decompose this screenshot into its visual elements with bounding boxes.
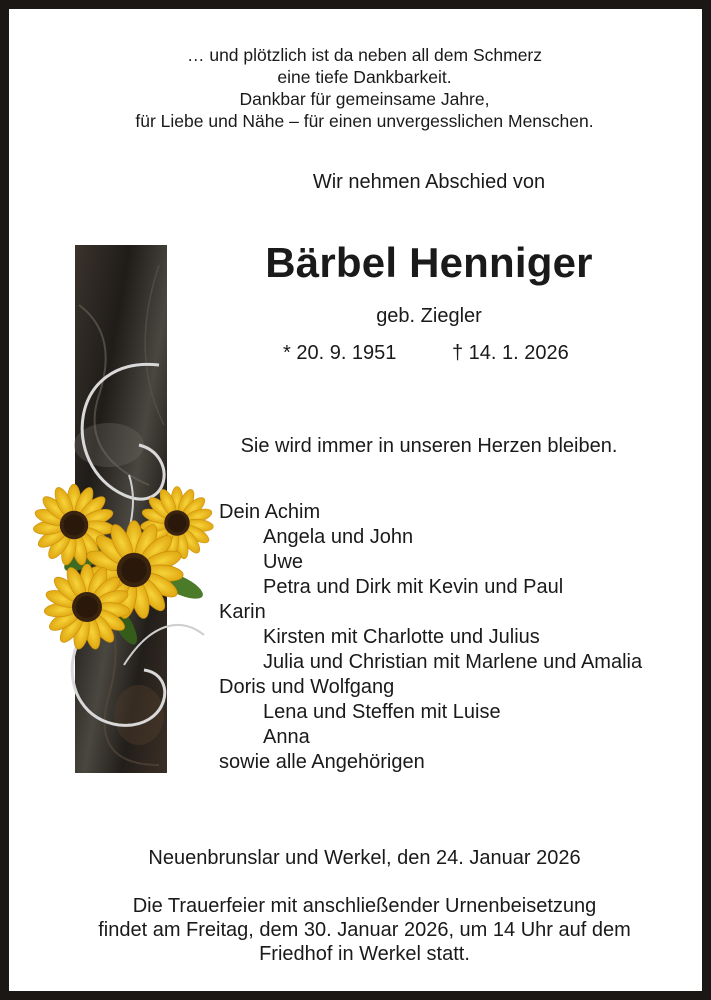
intro-line: eine tiefe Dankbarkeit. [277,67,452,87]
motto-text: Sie wird immer in unseren Herzen bleiben. [240,435,618,457]
mourner-line: Uwe [263,551,304,573]
farewell-text: Wir nehmen Abschied von [312,171,546,193]
mourner-line: Angela und John [263,526,414,548]
mourner-line: Lena und Steffen mit Luise [263,701,501,723]
funeral-notice [9,894,711,966]
mourner-line: Doris und Wolfgang [219,676,395,698]
funeral-line: findet am Freitag, dem 30. Januar 2026, um 14 Uhr auf dem [98,919,631,941]
intro-verse [9,44,711,132]
funeral-line: Friedhof in Werkel statt. [259,943,470,965]
maiden-name: geb. Ziegler [376,305,482,327]
birth-date: * 20. 9. 1951 [283,342,397,364]
intro-line: … und plötzlich ist da neben all dem Schmerz [186,45,543,65]
place-date: Neuenbrunslar und Werkel, den 24. Januar 2026 [148,847,581,869]
mourners-list [219,500,642,775]
mourner-line: Karin [219,601,266,623]
intro-line: für Liebe und Nähe – für einen unvergesslichen Menschen. [135,111,594,131]
deceased-name: Bärbel Henniger [265,239,593,286]
mourner-line: Petra und Dirk mit Kevin und Paul [263,576,564,598]
mourner-line: sowie alle Angehörigen [219,751,425,773]
mourner-line: Anna [263,726,310,748]
mourner-line: Julia und Christian mit Marlene und Amalia [263,651,643,673]
intro-line: Dankbar für gemeinsame Jahre, [239,89,490,109]
funeral-line: Die Trauerfeier mit anschließender Urnenbeisetzung [132,895,597,917]
sunflower-marble-decoration-icon [29,245,219,773]
mourner-line: Dein Achim [219,501,321,523]
mourner-line: Kirsten mit Charlotte und Julius [263,626,540,648]
death-date: † 14. 1. 2026 [452,342,569,364]
